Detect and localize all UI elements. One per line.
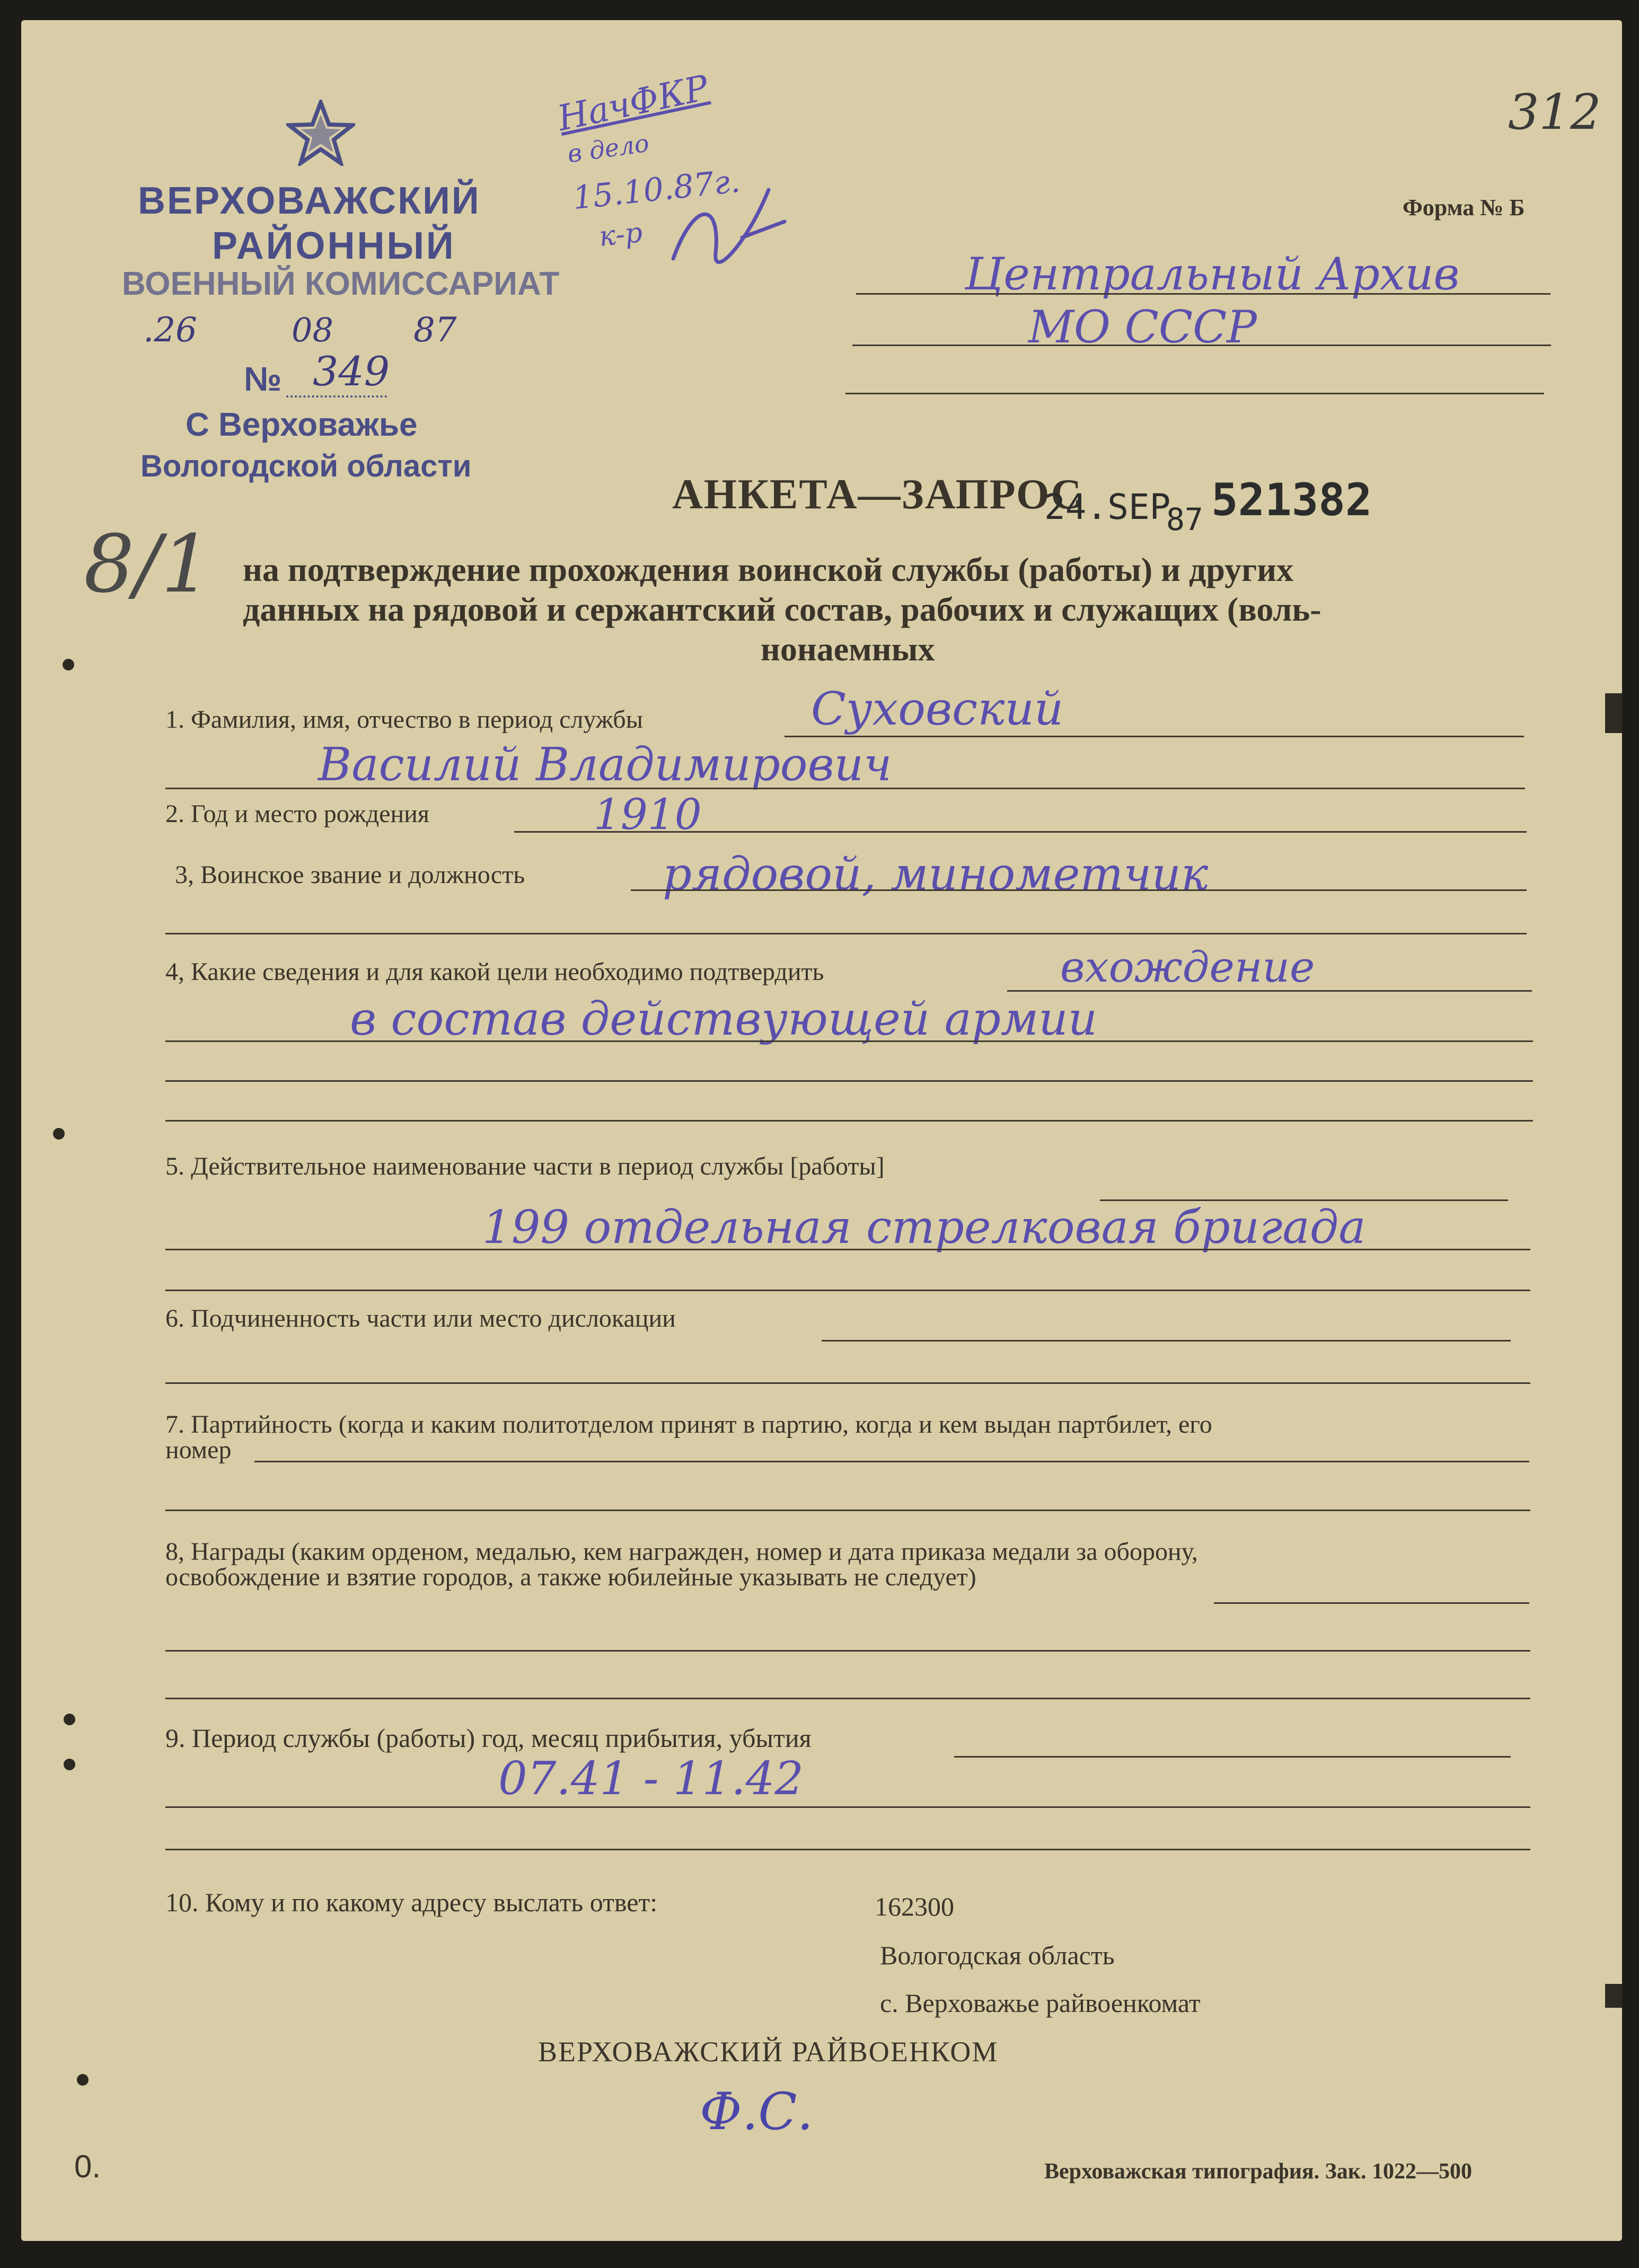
address-line1: 162300 [875, 1892, 954, 1921]
subtitle-line3: нонаемных [761, 630, 935, 668]
item4-value2: в состав действующей армии [350, 993, 1097, 1046]
item6-label: 6. Подчиненность части или место дислокации [165, 1304, 676, 1332]
recipient-line1: Центральный Архив [965, 248, 1460, 300]
stamp-number: 349 [313, 348, 390, 395]
item3-underline2 [165, 933, 1527, 934]
item8-label: 8, Награды (каким орденом, медалью, кем награжден, номер и дата приказа медали за оборону, [165, 1538, 1198, 1566]
item9-underline2 [165, 1806, 1530, 1808]
star-icon [286, 100, 355, 166]
stamp-place1: С Верховажье [186, 407, 418, 443]
stamp-date-year: 87 [413, 311, 457, 350]
item2-value: 1910 [594, 790, 702, 839]
corner-note-line3: 15.10.87г. [571, 162, 742, 217]
form-label: Форма № Б [1403, 195, 1525, 220]
stamp-number-dots [286, 395, 387, 398]
left-margin-mark: 8/1 [84, 518, 212, 611]
page-number: 312 [1508, 84, 1601, 140]
item5-underline3 [165, 1290, 1530, 1291]
item7-underline [254, 1461, 1529, 1462]
signature: Ф.С. [700, 2082, 814, 2141]
document-page [21, 20, 1622, 2241]
punch-hole [77, 2074, 89, 2086]
item5-underline2 [165, 1249, 1530, 1250]
stamp-number-prefix: № [244, 360, 282, 398]
registration-stamp-date: 24.SEP [1044, 487, 1171, 527]
item9-label: 9. Период службы (работы) год, месяц прибытия, убытия [165, 1723, 812, 1753]
item1-label: 1. Фамилия, имя, отчество в период службы [165, 705, 643, 734]
stamp-place2: Вологодской области [140, 449, 472, 483]
address-line2: Вологодская область [880, 1940, 1115, 1970]
corner-note-line4: к-р [597, 216, 644, 253]
subtitle-line2: данных на рядовой и сержантский состав, рабочих и служащих (воль- [243, 590, 1321, 628]
item4-underline4 [165, 1120, 1533, 1122]
tape-damage [1605, 1984, 1622, 2008]
punch-hole [64, 1759, 75, 1770]
stamp-line2: РАЙОННЫЙ [212, 225, 456, 267]
item1-name: Василий Владимирович [318, 738, 892, 791]
address-line3: с. Верховажье райвоенкомат [880, 1988, 1201, 2018]
item8-underline2 [165, 1650, 1530, 1652]
stamp-line3: ВОЕННЫЙ КОМИССАРИАТ [122, 266, 560, 302]
corner-note-line1: НачФКР [554, 67, 712, 139]
punch-hole [53, 1128, 65, 1140]
item3-value: рядовой, минометчик [663, 848, 1209, 901]
item7-label2: номер [165, 1436, 232, 1464]
item9-underline [954, 1756, 1511, 1758]
item8-label2: освобождение и взятие городов, а также юбилейные указывать не следует) [165, 1563, 976, 1591]
item7-label: 7. Партийность (когда и каким политотделом принят в партию, когда и кем выдан партбилет, его [165, 1410, 1212, 1439]
item4-underline3 [165, 1080, 1533, 1082]
item2-label: 2. Год и место рождения [165, 800, 429, 828]
registration-number: 521382 [1211, 474, 1372, 526]
item5-label: 5. Действительное наименование части в период службы [работы] [165, 1152, 885, 1180]
bottom-left-mark: 0. [74, 2149, 101, 2184]
punch-hole [63, 659, 74, 670]
recipient-underline1 [856, 293, 1550, 295]
stamp-date-month: 08 [292, 311, 333, 349]
item7-underline2 [165, 1510, 1530, 1511]
item4-underline [1007, 990, 1532, 992]
item1-underline2 [165, 788, 1525, 789]
item4-value: вхождение [1060, 942, 1315, 992]
item6-underline2 [165, 1382, 1530, 1384]
item9-underline3 [165, 1849, 1530, 1850]
stamp-date-day: .26 [143, 311, 197, 350]
recipient-underline2 [852, 345, 1551, 346]
item3-label: 3, Воинское звание и должность [175, 861, 525, 889]
item10-label: 10. Кому и по какому адресу выслать ответ: [165, 1887, 658, 1917]
item6-underline [822, 1340, 1511, 1342]
stamp-line1: ВЕРХОВАЖСКИЙ [138, 180, 481, 222]
recipient-underline3 [845, 393, 1544, 394]
item9-value: 07.41 - 11.42 [498, 1752, 804, 1805]
tape-damage [1605, 693, 1622, 733]
punch-hole [64, 1714, 75, 1725]
item3-underline [631, 889, 1527, 891]
item2-underline [514, 831, 1527, 833]
item5-value: 199 отдельная стрелковая бригада [482, 1201, 1366, 1254]
item8-underline [1214, 1602, 1529, 1604]
item4-underline2 [165, 1040, 1533, 1042]
item1-surname: Суховский [811, 683, 1064, 736]
registration-stamp-year: 87 [1166, 501, 1203, 537]
sender: ВЕРХОВАЖСКИЙ РАЙВОЕНКОМ [538, 2036, 999, 2068]
corner-note-line2: в дело [565, 128, 651, 169]
corner-note-scribble [663, 179, 790, 285]
item4-label: 4, Какие сведения и для какой цели необходимо подтвердить [165, 958, 824, 986]
item1-underline [785, 736, 1524, 737]
recipient-line2: МО СССР [1028, 301, 1257, 353]
printer-imprint: Верховажская типография. Зак. 1022—500 [1044, 2159, 1472, 2184]
subtitle-line1: на подтверждение прохождения воинской службы (работы) и других [243, 551, 1294, 588]
form-title: АНКЕТА—ЗАПРОС [672, 471, 1083, 518]
item8-underline3 [165, 1698, 1530, 1699]
